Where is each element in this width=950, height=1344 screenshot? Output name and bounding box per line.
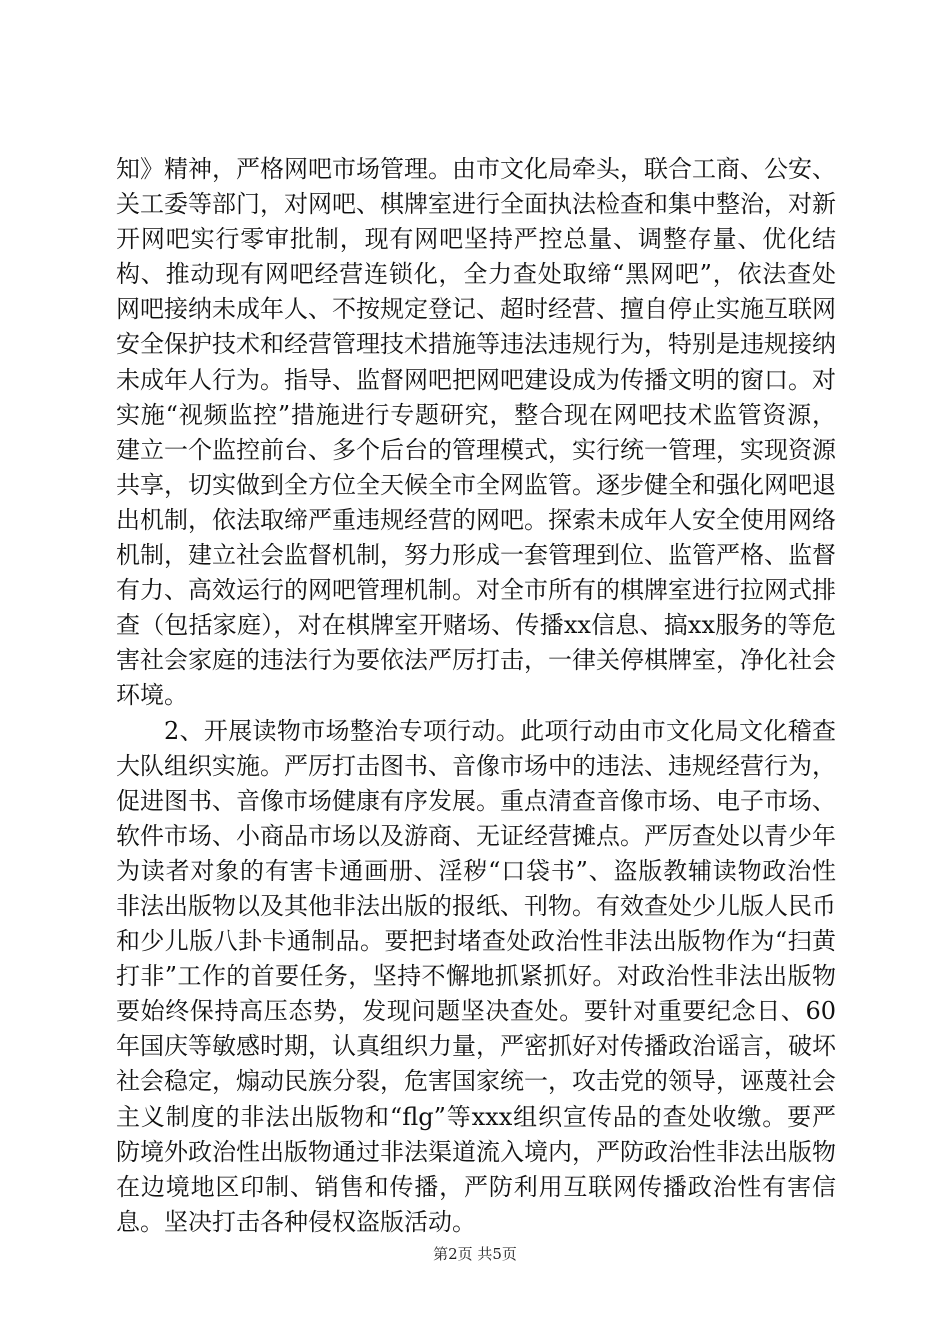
paragraph-continuation: 知》精神，严格网吧市场管理。由市文化局牵头，联合工商、公安、关工委等部门，对网吧、棋牌室进行全面执法检查和集中整治，对新开网吧实行零审批制，现有网吧坚持严控总量、调整存量、优化结构、推动现有网吧经营连锁化，全力查处取缔“黑网吧”，依法查处网吧接纳未成年人、不按规定登记、超时经营、擅自停止实施互联网安全保护技术和经营管理技术措施等违法违规行为，特别是违规接纳未成年人行为。指导、监督网吧把网吧建设成为传播文明的窗口。对实施“视频监控”措施进行专题研究，整合现在网吧技术监管资源，建立一个监控前台、多个后台的管理模式，实行统一管理，实现资源共享，切实做到全方位全天候全市全网监管。逐步健全和强化网吧退出机制，依法取缔严重违规经营的网吧。探索未成年人安全使用网络机制，建立社会监督机制，努力形成一套管理到位、监管严格、监督有力、高效运行的网吧管理机制。对全市所有的棋牌室进行拉网式排查（包括家庭），对在棋牌室开赌场、传播xx信息、搞xx服务的等危害社会家庭的违法行为要依法严厉打击，一律关停棋牌室，净化社会环境。: [116, 155, 836, 710]
page-footer: 第2页 共5页: [433, 1245, 517, 1263]
document-body: [116, 152, 836, 1240]
paragraph-item-2: 2、开展读物市场整治专项行动。此项行动由市文化局文化稽查大队组织实施。严厉打击图书、音像市场中的违法、违规经营行为，促进图书、音像市场健康有序发展。重点清查音像市场、电子市场、软件市场、小商品市场以及游商、无证经营摊点。严厉查处以青少年为读者对象的有害卡通画册、淫秽“口袋书”、盗版教辅读物政治性非法出版物以及其他非法出版的报纸、刊物。有效查处少儿版人民币和少儿版八卦卡通制品。要把封堵查处政治性非法出版物作为“扫黄打非”工作的首要任务，坚持不懈地抓紧抓好。对政治性非法出版物要始终保持高压态势，发现问题坚决查处。要针对重要纪念日、60年国庆等敏感时期，认真组织力量，严密抓好对传播政治谣言，破坏社会稳定，煽动民族分裂，危害国家统一，攻击党的领导，诬蔑社会主义制度的非法出版物和“flg”等xxx组织宣传品的查处收缴。要严防境外政治性出版物通过非法渠道流入境内，严防政治性非法出版物在边境地区印制、销售和传播，严防利用互联网传播政治性有害信息。坚决打击各种侵权盗版活动。: [116, 716, 836, 1236]
